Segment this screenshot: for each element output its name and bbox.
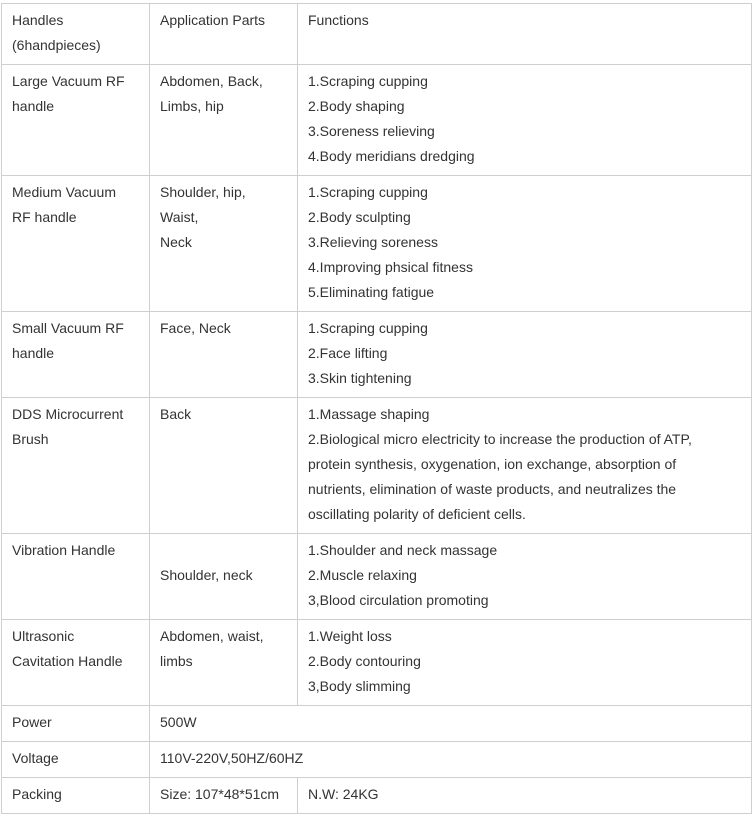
functions-cell: 1.Scraping cupping 2.Face lifting 3.Skin tightening	[298, 312, 752, 398]
table-row	[2, 398, 752, 534]
functions-cell: 1.Scraping cupping 2.Body sculpting 3.Relieving soreness 4.Improving phsical fitness 5.Eliminating fatigue	[298, 176, 752, 312]
voltage-label: Voltage	[2, 742, 150, 778]
handle-cell: Large Vacuum RF handle	[2, 65, 150, 176]
functions-cell: 1.Scraping cupping 2.Body shaping 3.Soreness relieving 4.Body meridians dredging	[298, 65, 752, 176]
table-row	[2, 65, 752, 176]
parts-cell: Abdomen, waist, limbs	[150, 620, 298, 706]
parts-cell: Abdomen, Back, Limbs, hip	[150, 65, 298, 176]
header-application-parts: Application Parts	[150, 4, 298, 65]
voltage-value: 110V-220V,50HZ/60HZ	[150, 742, 752, 778]
header-handles-line: Handles	[12, 12, 64, 28]
spec-table	[1, 3, 752, 814]
header-handles-line: (6handpieces)	[12, 37, 101, 53]
table-row	[2, 176, 752, 312]
handle-cell: Vibration Handle	[2, 534, 150, 620]
parts-cell: Shoulder, neck	[150, 534, 298, 620]
power-label: Power	[2, 706, 150, 742]
parts-cell: Face, Neck	[150, 312, 298, 398]
functions-cell: 1.Shoulder and neck massage 2.Muscle relaxing 3,Blood circulation promoting	[298, 534, 752, 620]
header-functions: Functions	[298, 4, 752, 65]
handle-cell: Small Vacuum RF handle	[2, 312, 150, 398]
packing-weight: N.W: 24KG	[298, 778, 752, 814]
handle-cell: Medium Vacuum RF handle	[2, 176, 150, 312]
power-value: 500W	[150, 706, 752, 742]
packing-size: Size: 107*48*51cm	[150, 778, 298, 814]
voltage-row	[2, 742, 752, 778]
packing-label: Packing	[2, 778, 150, 814]
functions-cell: 1.Massage shaping 2.Biological micro electricity to increase the production of ATP, protein synthesis, oxygenation, ion exchange, absorption of nutrients, elimination of waste products, and neutralizes the oscillating polarity of deficient cells.	[298, 398, 752, 534]
header-handles	[2, 4, 150, 65]
handle-cell: Ultrasonic Cavitation Handle	[2, 620, 150, 706]
header-row	[2, 4, 752, 65]
handle-cell: DDS Microcurrent Brush	[2, 398, 150, 534]
table-row	[2, 620, 752, 706]
power-row	[2, 706, 752, 742]
table-row	[2, 312, 752, 398]
parts-cell: Shoulder, hip, Waist, Neck	[150, 176, 298, 312]
table-row	[2, 534, 752, 620]
packing-row	[2, 778, 752, 814]
functions-cell: 1.Weight loss 2.Body contouring 3,Body slimming	[298, 620, 752, 706]
parts-cell: Back	[150, 398, 298, 534]
